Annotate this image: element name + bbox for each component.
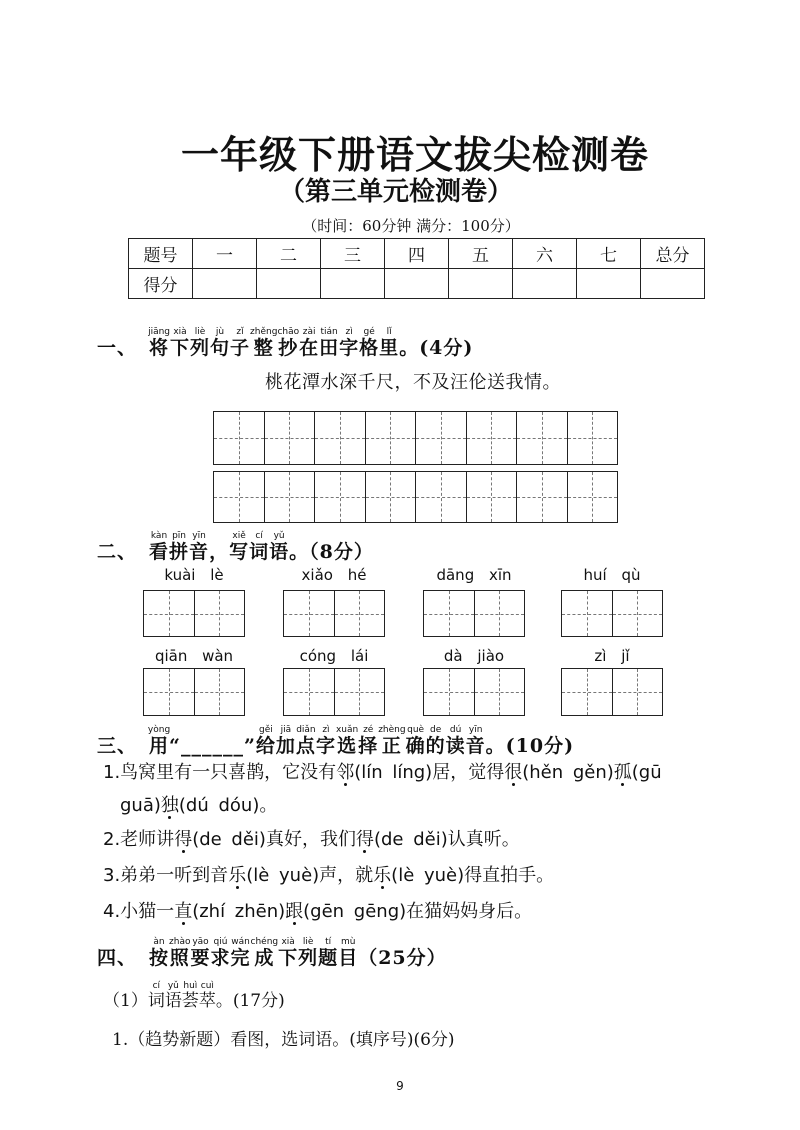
text-run: (lín líng)居，觉得 bbox=[354, 762, 505, 783]
text-run: 二、 bbox=[97, 541, 138, 563]
ruby-base-char: 列 bbox=[190, 337, 211, 359]
pinyin-annotated-char bbox=[169, 937, 191, 969]
pinyin-annotated-char bbox=[190, 937, 211, 969]
text-run: 4.小猫一 bbox=[103, 901, 175, 922]
ruby-base-char: 音 bbox=[189, 541, 210, 563]
pinyin-annotated-char bbox=[318, 937, 339, 969]
pinyin-annotation: chéng bbox=[250, 937, 279, 947]
tianzige-box bbox=[517, 412, 568, 464]
dotted-char: 直 bbox=[174, 901, 193, 922]
score-column-header: 二 bbox=[257, 239, 321, 269]
pinyin-annotation: zhěng bbox=[250, 327, 278, 337]
tianzige-box bbox=[214, 412, 265, 464]
pinyin-annotated-char bbox=[149, 937, 170, 969]
pinyin-word: qiān wàn bbox=[154, 647, 234, 665]
pinyin-annotated-char bbox=[147, 981, 165, 1011]
tianzige-box bbox=[416, 412, 467, 464]
pinyin-annotation: xuǎn bbox=[335, 725, 359, 735]
ruby-base-char: 在 bbox=[299, 337, 320, 359]
pinyin-annotation: zhèng bbox=[378, 725, 406, 735]
tianzige-box bbox=[315, 412, 366, 464]
pinyin-annotated-char bbox=[169, 531, 190, 563]
pinyin-annotated-char bbox=[190, 327, 211, 359]
text-run: (lè yuè)声，就 bbox=[246, 865, 374, 886]
ruby-base-char: 选 bbox=[335, 735, 359, 757]
exam-time-and-score: （时间：60分钟 满分：100分） bbox=[302, 217, 520, 235]
tianzige-box bbox=[568, 472, 618, 522]
pinyin-annotated-char bbox=[255, 725, 276, 757]
score-cell bbox=[513, 269, 577, 299]
pinyin-annotation: tián bbox=[319, 327, 340, 337]
text-run: 2.老师讲 bbox=[103, 829, 175, 850]
ruby-base-char: 下 bbox=[169, 337, 190, 359]
score-header-row bbox=[129, 239, 705, 269]
pinyin-annotated-char bbox=[358, 725, 379, 757]
tianzige-box bbox=[265, 412, 316, 464]
ruby-base-char: 按 bbox=[149, 947, 170, 969]
pinyin-annotation: pīn bbox=[169, 531, 190, 541]
pinyin-annotated-char bbox=[445, 725, 466, 757]
score-cell bbox=[577, 269, 641, 299]
pinyin-annotated-char bbox=[319, 327, 340, 359]
ruby-base-char: 加 bbox=[275, 735, 296, 757]
answer-boxes bbox=[561, 590, 663, 637]
pinyin-annotation: zhào bbox=[169, 937, 191, 947]
ruby-base-char: 词 bbox=[249, 541, 270, 563]
tianzige-box bbox=[568, 412, 618, 464]
ruby-base-char: 列 bbox=[298, 947, 319, 969]
tianzige-box bbox=[467, 412, 518, 464]
pinyin-annotation: tí bbox=[318, 937, 339, 947]
score-column-header: 一 bbox=[193, 239, 257, 269]
ruby-base-char: 字 bbox=[315, 735, 336, 757]
ruby-base-char: 荟 bbox=[181, 991, 199, 1011]
pinyin-annotated-char bbox=[149, 531, 170, 563]
pinyin-annotation: jiā bbox=[275, 725, 296, 735]
pinyin-annotated-char bbox=[269, 531, 290, 563]
tianzige-box bbox=[335, 591, 385, 636]
answer-boxes bbox=[423, 590, 525, 637]
ruby-base-char: 将 bbox=[148, 337, 170, 359]
pinyin-annotated-char bbox=[181, 981, 199, 1011]
score-column-header: 六 bbox=[513, 239, 577, 269]
dotted-char: 邻 bbox=[336, 762, 355, 783]
pinyin-word: huí qù bbox=[583, 566, 641, 584]
pinyin-annotation: yòng bbox=[147, 725, 171, 735]
tianzige-row-2 bbox=[213, 471, 618, 523]
pinyin-annotation: kàn bbox=[149, 531, 170, 541]
pinyin-annotation: xià bbox=[278, 937, 299, 947]
dotted-char: 孤 bbox=[613, 762, 632, 783]
ruby-base-char: 字 bbox=[339, 337, 360, 359]
ruby-base-char: 求 bbox=[210, 947, 231, 969]
dotted-char: 跟 bbox=[285, 901, 304, 922]
answer-boxes bbox=[283, 668, 385, 716]
pinyin-annotated-char bbox=[298, 937, 319, 969]
dotted-char: 很 bbox=[504, 762, 523, 783]
pinyin-annotation: yǔ bbox=[164, 981, 182, 991]
pinyin-annotation: yīn bbox=[189, 531, 210, 541]
text-run: (de děi)真好，我们 bbox=[192, 829, 356, 850]
question-line bbox=[103, 863, 554, 889]
pinyin-annotated-char bbox=[169, 327, 190, 359]
pinyin-annotation: cuì bbox=[198, 981, 216, 991]
question-line bbox=[103, 827, 520, 853]
text-run: 一、 bbox=[97, 337, 138, 359]
text-run: (gēn gēng)在猫妈妈身后。 bbox=[303, 901, 533, 922]
tianzige-box bbox=[613, 591, 663, 636]
ruby-base-char: 正 bbox=[378, 735, 406, 757]
pinyin-annotated-char bbox=[250, 937, 279, 969]
ruby-base-char: 点 bbox=[295, 735, 316, 757]
pinyin-annotated-char bbox=[210, 327, 231, 359]
ruby-base-char: 整 bbox=[250, 337, 278, 359]
pinyin-word: dà jiào bbox=[443, 647, 505, 665]
ruby-base-char: 完 bbox=[230, 947, 251, 969]
pinyin-annotated-char bbox=[338, 937, 359, 969]
text-run: 。（8分） bbox=[289, 541, 374, 563]
pinyin-annotated-char bbox=[425, 725, 446, 757]
score-column-header: 七 bbox=[577, 239, 641, 269]
dotted-char: 乐 bbox=[373, 865, 392, 886]
pinyin-annotation: wán bbox=[230, 937, 251, 947]
pinyin-annotation: yīn bbox=[465, 725, 486, 735]
pinyin-annotated-char bbox=[229, 531, 250, 563]
score-row-label: 题号 bbox=[129, 239, 193, 269]
pinyin-annotation: jiāng bbox=[148, 327, 170, 337]
tianzige-row-1 bbox=[213, 411, 618, 465]
pinyin-annotation: cí bbox=[147, 981, 165, 991]
ruby-base-char: 给 bbox=[255, 735, 276, 757]
score-column-header: 五 bbox=[449, 239, 513, 269]
score-value-row bbox=[129, 269, 705, 299]
text-run: （25分） bbox=[358, 947, 447, 969]
question-line bbox=[120, 793, 277, 819]
score-row-label: 得分 bbox=[129, 269, 193, 299]
copy-sentence: 桃花潭水深千尺，不及汪伦送我情。 bbox=[265, 372, 561, 393]
text-run: （1） bbox=[103, 991, 148, 1011]
answer-boxes bbox=[283, 590, 385, 637]
answer-boxes bbox=[561, 668, 663, 716]
pinyin-annotated-char bbox=[230, 937, 251, 969]
pinyin-annotated-char bbox=[198, 981, 216, 1011]
tianzige-box bbox=[366, 472, 417, 522]
text-run: (zhí zhēn) bbox=[192, 901, 286, 922]
ruby-base-char: 的 bbox=[425, 735, 446, 757]
score-cell bbox=[257, 269, 321, 299]
ruby-base-char: 语 bbox=[269, 541, 290, 563]
score-column-header: 四 bbox=[385, 239, 449, 269]
ruby-base-char: 下 bbox=[278, 947, 299, 969]
score-cell bbox=[321, 269, 385, 299]
text-run: 。(10分) bbox=[485, 735, 575, 757]
pinyin-annotated-char bbox=[250, 327, 278, 359]
ruby-base-char: 田 bbox=[319, 337, 340, 359]
tianzige-box bbox=[284, 669, 335, 715]
pinyin-word: zì jǐ bbox=[594, 647, 630, 665]
pinyin-annotation: huì bbox=[181, 981, 199, 991]
ruby-base-char: 子 bbox=[230, 337, 251, 359]
text-run: (gū bbox=[631, 762, 662, 783]
tianzige-box bbox=[335, 669, 385, 715]
pinyin-word: xiǎo hé bbox=[301, 566, 367, 584]
ruby-base-char: 目 bbox=[338, 947, 359, 969]
pinyin-annotated-char bbox=[148, 327, 170, 359]
tianzige-box bbox=[214, 472, 265, 522]
pinyin-annotated-char bbox=[359, 327, 380, 359]
score-cell bbox=[641, 269, 705, 299]
pinyin-annotated-char bbox=[335, 725, 359, 757]
ruby-base-char: 语 bbox=[164, 991, 182, 1011]
pinyin-annotation: xiě bbox=[229, 531, 250, 541]
pinyin-annotation: jù bbox=[210, 327, 231, 337]
question-line bbox=[103, 899, 532, 925]
pinyin-annotation: què bbox=[405, 725, 426, 735]
ruby-base-char: 拼 bbox=[169, 541, 190, 563]
ruby-base-char: 题 bbox=[318, 947, 339, 969]
text-run: (de děi)认真听。 bbox=[373, 829, 520, 850]
answer-boxes bbox=[143, 590, 245, 637]
text-run: guā) bbox=[120, 795, 161, 816]
text-run: (dú dóu)。 bbox=[178, 795, 278, 816]
pinyin-annotation: gé bbox=[359, 327, 380, 337]
tianzige-box bbox=[424, 669, 475, 715]
tianzige-box bbox=[475, 669, 525, 715]
section-4-heading bbox=[97, 936, 447, 980]
ruby-base-char: 格 bbox=[359, 337, 380, 359]
ruby-base-char: 抄 bbox=[277, 337, 300, 359]
tianzige-box bbox=[613, 669, 663, 715]
section-1-heading bbox=[97, 326, 473, 370]
pinyin-annotated-char bbox=[189, 531, 210, 563]
pinyin-word: kuài lè bbox=[164, 566, 224, 584]
pinyin-annotation: xià bbox=[169, 327, 190, 337]
score-cell bbox=[193, 269, 257, 299]
text-run: 。(17分) bbox=[215, 991, 285, 1011]
question-line bbox=[103, 760, 662, 786]
pinyin-annotated-char bbox=[378, 725, 406, 757]
pinyin-annotation: liè bbox=[190, 327, 211, 337]
tianzige-box bbox=[562, 591, 613, 636]
score-cell bbox=[449, 269, 513, 299]
ruby-base-char: 写 bbox=[229, 541, 250, 563]
ruby-base-char: 要 bbox=[190, 947, 211, 969]
part-1-heading bbox=[103, 979, 285, 1023]
score-cell bbox=[385, 269, 449, 299]
ruby-base-char: 句 bbox=[210, 337, 231, 359]
tianzige-box bbox=[467, 472, 518, 522]
answer-boxes bbox=[143, 668, 245, 716]
pinyin-annotation: yǔ bbox=[269, 531, 290, 541]
pinyin-annotated-char bbox=[315, 725, 336, 757]
tianzige-box bbox=[366, 412, 417, 464]
text-run: (hěn gěn) bbox=[522, 762, 614, 783]
text-run: (lè yuè)得直拍手。 bbox=[391, 865, 555, 886]
tianzige-box bbox=[416, 472, 467, 522]
dotted-char: 得 bbox=[174, 829, 193, 850]
answer-boxes bbox=[423, 668, 525, 716]
text-run: 三、 bbox=[97, 735, 138, 757]
dotted-char: 独 bbox=[160, 795, 179, 816]
tianzige-box bbox=[284, 591, 335, 636]
pinyin-annotation: lǐ bbox=[379, 327, 400, 337]
tianzige-box bbox=[562, 669, 613, 715]
pinyin-annotated-char bbox=[339, 327, 360, 359]
question-1-prompt: 1.（趋势新题）看图，选词语。(填序号)(6分) bbox=[112, 1030, 455, 1050]
pinyin-annotation: qiú bbox=[210, 937, 231, 947]
pinyin-annotated-char bbox=[147, 725, 171, 757]
tianzige-box bbox=[144, 591, 195, 636]
ruby-base-char: 看 bbox=[149, 541, 170, 563]
pinyin-annotation: gěi bbox=[255, 725, 276, 735]
pinyin-annotated-char bbox=[278, 937, 299, 969]
pinyin-annotated-char bbox=[230, 327, 251, 359]
pinyin-annotation: cí bbox=[249, 531, 270, 541]
pinyin-word: dāng xīn bbox=[436, 566, 512, 584]
ruby-base-char: 里 bbox=[379, 337, 400, 359]
pinyin-annotated-char bbox=[275, 725, 296, 757]
ruby-base-char: 确 bbox=[405, 735, 426, 757]
text-run: 。(4分) bbox=[399, 337, 474, 359]
ruby-base-char: 用 bbox=[147, 735, 171, 757]
exam-title: 一年级下册语文拔尖检测卷 bbox=[180, 132, 649, 177]
ruby-base-char: 萃 bbox=[198, 991, 216, 1011]
text-run: “______” bbox=[169, 735, 256, 757]
pinyin-annotation: mù bbox=[338, 937, 359, 947]
pinyin-annotated-char bbox=[164, 981, 182, 1011]
pinyin-annotated-char bbox=[299, 327, 320, 359]
tianzige-box bbox=[517, 472, 568, 522]
tianzige-box bbox=[195, 591, 245, 636]
pinyin-annotation: àn bbox=[149, 937, 170, 947]
pinyin-annotated-char bbox=[295, 725, 316, 757]
pinyin-annotation: dú bbox=[445, 725, 466, 735]
score-table bbox=[128, 238, 705, 299]
text-run: 3.弟弟一听到音 bbox=[103, 865, 229, 886]
dotted-char: 乐 bbox=[228, 865, 247, 886]
page-number: 9 bbox=[396, 1079, 404, 1093]
pinyin-annotation: zé bbox=[358, 725, 379, 735]
pinyin-annotation: zài bbox=[299, 327, 320, 337]
pinyin-annotated-char bbox=[379, 327, 400, 359]
ruby-base-char: 照 bbox=[169, 947, 191, 969]
ruby-base-char: 词 bbox=[147, 991, 165, 1011]
score-column-header: 总分 bbox=[641, 239, 705, 269]
exam-subtitle: （第三单元检测卷） bbox=[278, 177, 513, 207]
pinyin-annotation: chāo bbox=[277, 327, 300, 337]
pinyin-annotated-char bbox=[405, 725, 426, 757]
score-column-header: 三 bbox=[321, 239, 385, 269]
tianzige-box bbox=[424, 591, 475, 636]
tianzige-box bbox=[315, 472, 366, 522]
pinyin-annotated-char bbox=[465, 725, 486, 757]
tianzige-box bbox=[475, 591, 525, 636]
ruby-base-char: 成 bbox=[250, 947, 279, 969]
pinyin-word: cóng lái bbox=[299, 647, 369, 665]
pinyin-annotated-char bbox=[249, 531, 270, 563]
tianzige-box bbox=[144, 669, 195, 715]
pinyin-annotated-char bbox=[210, 937, 231, 969]
ruby-base-char: 读 bbox=[445, 735, 466, 757]
pinyin-annotation: de bbox=[425, 725, 446, 735]
ruby-base-char: 择 bbox=[358, 735, 379, 757]
pinyin-annotation: zì bbox=[315, 725, 336, 735]
tianzige-box bbox=[195, 669, 245, 715]
pinyin-annotated-char bbox=[277, 327, 300, 359]
pinyin-annotation: diǎn bbox=[295, 725, 316, 735]
pinyin-annotation: zì bbox=[339, 327, 360, 337]
text-run: 1.鸟窝里有一只喜鹊，它没有 bbox=[103, 762, 337, 783]
dotted-char: 得 bbox=[355, 829, 374, 850]
pinyin-annotation: liè bbox=[298, 937, 319, 947]
pinyin-annotation: zǐ bbox=[230, 327, 251, 337]
tianzige-box bbox=[265, 472, 316, 522]
ruby-base-char: 音 bbox=[465, 735, 486, 757]
text-run: ， bbox=[209, 541, 230, 563]
text-run: 四、 bbox=[97, 947, 138, 969]
pinyin-annotation: yāo bbox=[190, 937, 211, 947]
